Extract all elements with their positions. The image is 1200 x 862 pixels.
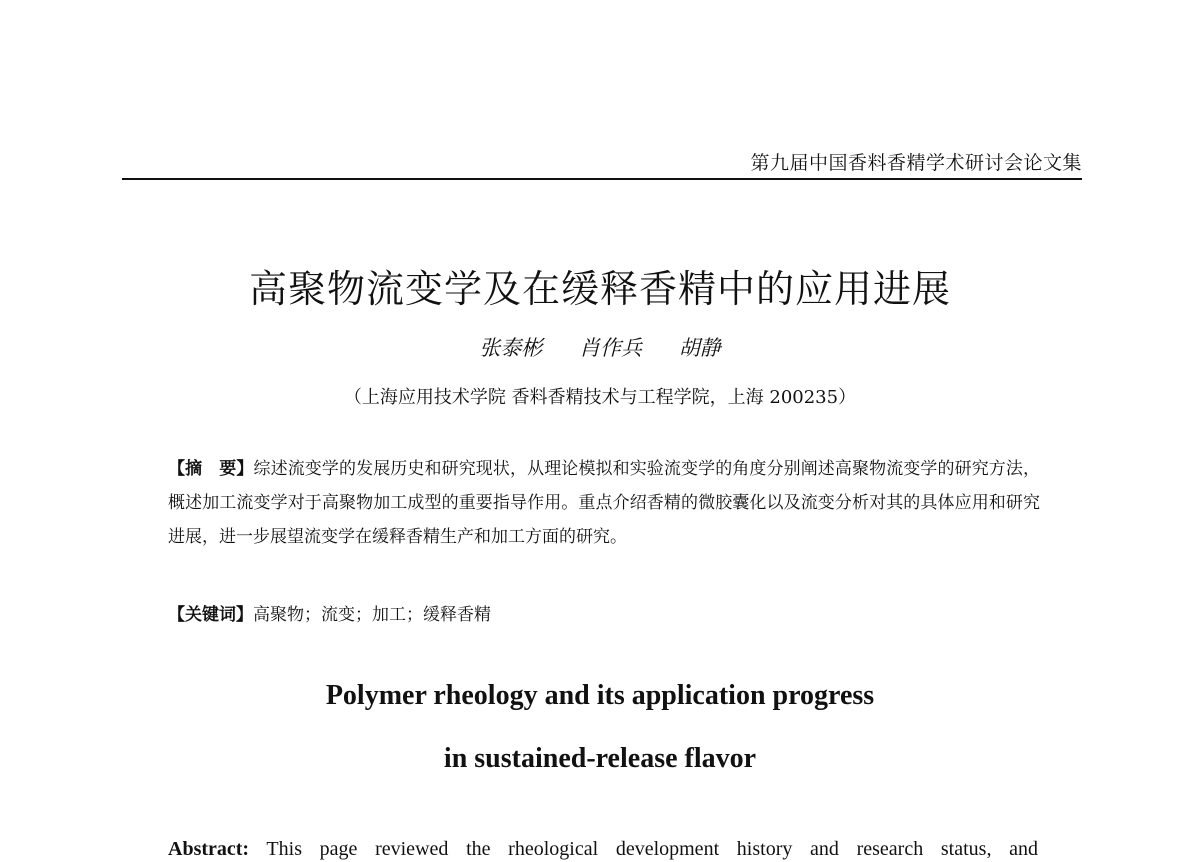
paper-title-cn: 高聚物流变学及在缓释香精中的应用进展	[248, 267, 951, 311]
header-rule	[122, 178, 1082, 180]
author-name: 胡静	[678, 336, 721, 360]
abstract-cn	[168, 452, 1040, 554]
author-name: 张泰彬	[479, 336, 543, 360]
abstract-cn-text: 综述流变学的发展历史和研究现状，从理论模拟和实验流变学的角度分别阐述高聚物流变学的研究方法，概述加工流变学对于高聚物加工成型的重要指导作用。重点介绍香精的微胶囊化以及流变分析对其的具体应用和研究进展，进一步展望流变学在缓释香精生产和加工方面的研究。	[168, 459, 1040, 547]
affiliation: （上海应用技术学院 香料香精技术与工程学院，上海 200235）	[343, 387, 857, 408]
abstract-en-label: Abstract:	[168, 838, 250, 860]
author-name: 肖作兵	[579, 336, 642, 360]
keywords-cn-label: 【关键词】	[168, 605, 253, 625]
abstract-cn-label: 【摘 要】	[168, 459, 254, 479]
authors	[0, 332, 1200, 362]
paper-title-en-line2: in sustained-release flavor	[443, 743, 757, 774]
abstract-en-text: This page reviewed the rheological development history and research status, and	[266, 838, 1038, 860]
paper-title-en-line1: Polymer rheology and its application progress	[325, 680, 875, 711]
abstract-en	[168, 838, 1038, 862]
keywords-cn	[168, 598, 1040, 632]
keywords-cn-text: 高聚物；流变；加工；缓释香精	[253, 605, 491, 625]
running-header: 第九届中国香料香精学术研讨会论文集	[750, 152, 1082, 174]
